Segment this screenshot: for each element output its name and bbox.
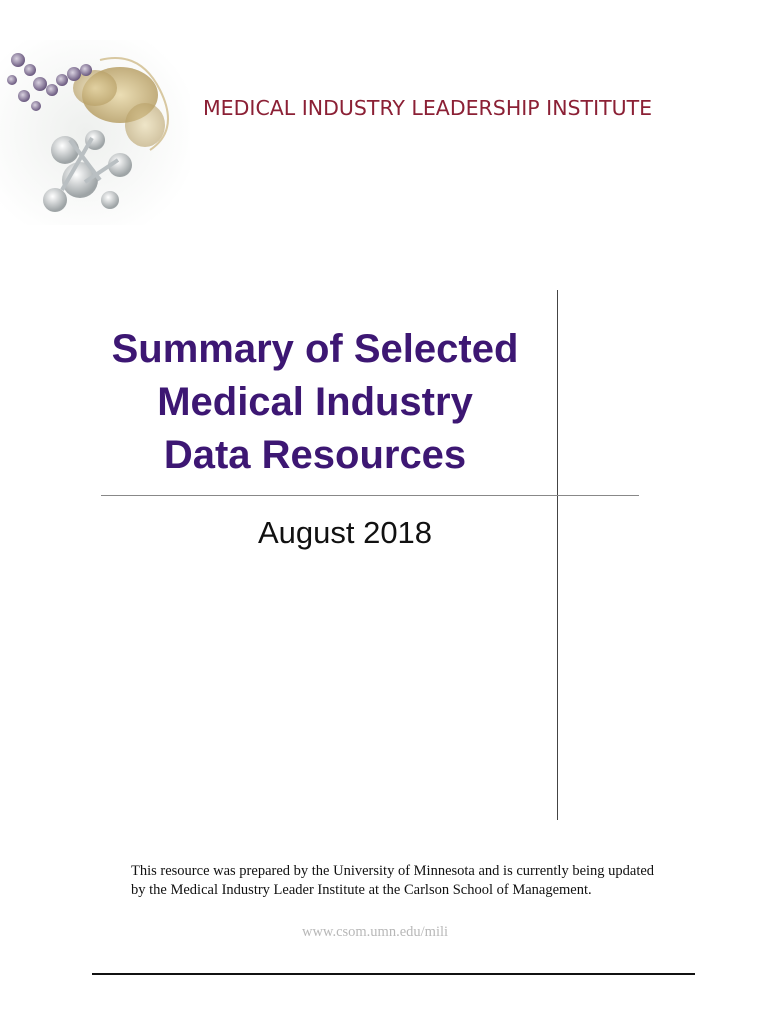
bottom-rule <box>92 973 695 975</box>
dna-molecule-icon <box>0 40 190 225</box>
description-line: This resource was prepared by the University of Minnesota and is currently being updated <box>131 863 655 879</box>
description <box>131 862 701 900</box>
document-title <box>60 323 570 482</box>
website-link[interactable]: www.csom.umn.edu/mili <box>301 924 449 940</box>
logo-artwork <box>0 40 190 225</box>
document-date: August 2018 <box>257 515 433 550</box>
title-line: Summary of Selected <box>111 327 519 371</box>
org-name: MEDICAL INDUSTRY LEADERSHIP INSTITUTE <box>203 96 653 120</box>
title-line: Data Resources <box>163 433 467 477</box>
title-line: Medical Industry <box>157 380 473 424</box>
horizontal-rule <box>101 495 639 496</box>
description-line: by the Medical Industry Leader Institute at the Carlson School of Management. <box>131 882 592 898</box>
